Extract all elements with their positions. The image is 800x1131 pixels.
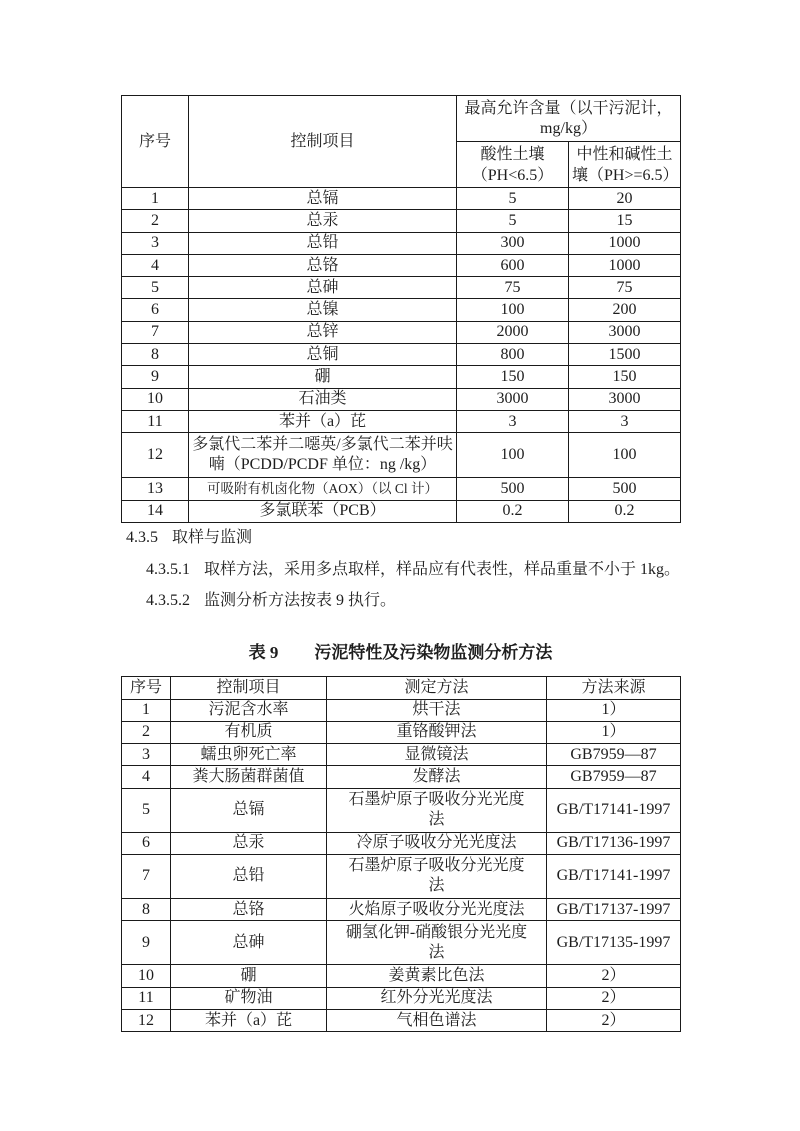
cell-acid: 3 <box>457 410 569 432</box>
cell-source: GB/T17141-1997 <box>547 854 681 898</box>
cell-method: 火焰原子吸收分光光度法 <box>327 898 547 920</box>
cell-neutral: 500 <box>569 478 681 500</box>
table8-body <box>122 188 681 523</box>
table-row <box>122 410 681 432</box>
cell-item: 总铬 <box>171 898 327 920</box>
table-row <box>122 254 681 276</box>
cell-item: 矿物油 <box>171 987 327 1009</box>
cell-method: 姜黄素比色法 <box>327 965 547 987</box>
table-row <box>122 921 681 965</box>
table-row <box>122 699 681 721</box>
cell-no: 5 <box>122 277 189 299</box>
cell-method <box>327 788 547 832</box>
table8-col-max-allow: 最高允许含量（以干污泥计，mg/kg） <box>457 96 681 142</box>
cell-source: 2） <box>547 965 681 987</box>
cell-neutral: 150 <box>569 366 681 388</box>
cell-neutral: 100 <box>569 433 681 478</box>
cell-method: 显微镜法 <box>327 744 547 766</box>
cell-acid: 2000 <box>457 321 569 343</box>
cell-item: 污泥含水率 <box>171 699 327 721</box>
table-row <box>122 1009 681 1031</box>
cell-no: 11 <box>122 987 171 1009</box>
cell-source: 2） <box>547 1009 681 1031</box>
table8-header-row-1 <box>122 96 681 142</box>
table-8-pollutant-limits <box>121 95 681 523</box>
cell-source: 2） <box>547 987 681 1009</box>
table-row <box>122 232 681 254</box>
cell-method-text: 石墨炉原子吸收分光光度法 <box>348 857 525 895</box>
cell-item: 蠕虫卵死亡率 <box>171 744 327 766</box>
cell-acid: 500 <box>457 478 569 500</box>
cell-no: 4 <box>122 766 171 788</box>
cell-no: 7 <box>122 321 189 343</box>
table-row <box>122 188 681 210</box>
paragraph-4-3-5-1 <box>146 561 680 579</box>
cell-item: 总铅 <box>171 854 327 898</box>
cell-item: 苯并（a）芘 <box>189 410 457 432</box>
cell-item: 总砷 <box>189 277 457 299</box>
table-9-label: 表 9 <box>248 643 279 662</box>
cell-item: 硼 <box>189 366 457 388</box>
cell-item: 总汞 <box>189 210 457 232</box>
cell-item: 硼 <box>171 965 327 987</box>
table-row <box>122 744 681 766</box>
cell-acid: 75 <box>457 277 569 299</box>
table9-body <box>122 699 681 1032</box>
cell-item: 苯并（a）芘 <box>171 1009 327 1031</box>
cell-no: 2 <box>122 210 189 232</box>
paragraph-4-3-5-2 <box>146 592 396 610</box>
cell-item: 可吸附有机卤化物（AOX）（以 Cl 计） <box>189 478 457 500</box>
table9-col-method: 测定方法 <box>327 677 547 700</box>
cell-source: GB/T17136-1997 <box>547 832 681 854</box>
cell-item: 总锌 <box>189 321 457 343</box>
cell-neutral: 1000 <box>569 254 681 276</box>
table9-header-row <box>122 677 681 700</box>
cell-no: 6 <box>122 832 171 854</box>
paragraph-text: 取样方法，采用多点取样，样品应有代表性，样品重量不小于 1kg。 <box>204 561 681 578</box>
cell-no: 10 <box>122 388 189 410</box>
cell-no: 3 <box>122 232 189 254</box>
cell-neutral: 0.2 <box>569 500 681 522</box>
cell-item: 总铅 <box>189 232 457 254</box>
cell-method: 重铬酸钾法 <box>327 721 547 743</box>
cell-no: 12 <box>122 433 189 478</box>
section-title: 取样与监测 <box>172 529 253 546</box>
table-row <box>122 854 681 898</box>
cell-acid: 100 <box>457 433 569 478</box>
table-row <box>122 210 681 232</box>
cell-no: 12 <box>122 1009 171 1031</box>
table9-col-source: 方法来源 <box>547 677 681 700</box>
table-row <box>122 500 681 522</box>
cell-item: 总铬 <box>189 254 457 276</box>
cell-item: 粪大肠菌群菌值 <box>171 766 327 788</box>
table9-col-no: 序号 <box>122 677 171 700</box>
cell-acid: 0.2 <box>457 500 569 522</box>
cell-no: 3 <box>122 744 171 766</box>
cell-source: GB/T17137-1997 <box>547 898 681 920</box>
cell-item: 总铜 <box>189 344 457 366</box>
cell-item: 总镍 <box>189 299 457 321</box>
cell-neutral: 3000 <box>569 388 681 410</box>
cell-no: 5 <box>122 788 171 832</box>
table-row <box>122 832 681 854</box>
cell-no: 7 <box>122 854 171 898</box>
paragraph-text: 监测分析方法按表 9 执行。 <box>204 592 397 609</box>
cell-item: 石油类 <box>189 388 457 410</box>
cell-neutral: 200 <box>569 299 681 321</box>
cell-method-text: 石墨炉原子吸收分光光度法 <box>348 791 525 829</box>
cell-no: 8 <box>122 898 171 920</box>
cell-item: 总镉 <box>171 788 327 832</box>
cell-acid: 3000 <box>457 388 569 410</box>
table-9-caption: 污泥特性及污染物监测分析方法 <box>314 643 553 662</box>
table8-header <box>122 96 681 188</box>
cell-method: 气相色谱法 <box>327 1009 547 1031</box>
cell-neutral: 20 <box>569 188 681 210</box>
table-row <box>122 478 681 500</box>
cell-neutral: 3 <box>569 410 681 432</box>
cell-method: 发酵法 <box>327 766 547 788</box>
cell-no: 1 <box>122 699 171 721</box>
cell-neutral: 75 <box>569 277 681 299</box>
cell-no: 14 <box>122 500 189 522</box>
cell-acid: 5 <box>457 210 569 232</box>
cell-method: 红外分光光度法 <box>327 987 547 1009</box>
cell-source: GB/T17141-1997 <box>547 788 681 832</box>
table9-col-item: 控制项目 <box>171 677 327 700</box>
cell-item: 多氯联苯（PCB） <box>189 500 457 522</box>
cell-no: 9 <box>122 366 189 388</box>
table8-col-acid-soil: 酸性土壤（PH<6.5） <box>457 142 569 188</box>
table-row <box>122 299 681 321</box>
cell-no: 1 <box>122 188 189 210</box>
cell-method-text: 硼氢化钾-硝酸银分光光度法 <box>345 923 528 961</box>
table-row <box>122 366 681 388</box>
table-9-monitoring-methods <box>121 676 681 1032</box>
section-number: 4.3.5.2 <box>146 592 190 609</box>
section-heading-4-3-5 <box>126 529 252 547</box>
table-row <box>122 321 681 343</box>
table-row <box>122 766 681 788</box>
section-number: 4.3.5.1 <box>146 561 190 578</box>
cell-acid: 150 <box>457 366 569 388</box>
cell-source: 1） <box>547 699 681 721</box>
cell-no: 2 <box>122 721 171 743</box>
cell-method: 烘干法 <box>327 699 547 721</box>
cell-no: 9 <box>122 921 171 965</box>
cell-acid: 600 <box>457 254 569 276</box>
table-row <box>122 898 681 920</box>
cell-item: 总砷 <box>171 921 327 965</box>
table-row <box>122 987 681 1009</box>
cell-method <box>327 854 547 898</box>
cell-source: GB/T17135-1997 <box>547 921 681 965</box>
cell-item: 有机质 <box>171 721 327 743</box>
cell-source: 1） <box>547 721 681 743</box>
cell-no: 10 <box>122 965 171 987</box>
cell-source: GB7959—87 <box>547 766 681 788</box>
cell-no: 11 <box>122 410 189 432</box>
table-row <box>122 721 681 743</box>
cell-neutral: 3000 <box>569 321 681 343</box>
cell-method: 冷原子吸收分光光度法 <box>327 832 547 854</box>
cell-acid: 5 <box>457 188 569 210</box>
section-number: 4.3.5 <box>126 529 158 546</box>
cell-neutral: 1500 <box>569 344 681 366</box>
cell-acid: 100 <box>457 299 569 321</box>
table-row <box>122 277 681 299</box>
table-row <box>122 433 681 478</box>
table8-col-item: 控制项目 <box>189 96 457 188</box>
cell-acid: 300 <box>457 232 569 254</box>
table9-header <box>122 677 681 700</box>
table-9-title <box>121 638 680 663</box>
cell-no: 13 <box>122 478 189 500</box>
table8-col-no: 序号 <box>122 96 189 188</box>
cell-item: 多氯代二苯并二噁英/多氯代二苯并呋喃（PCDD/PCDF 单位：ng /kg） <box>189 433 457 478</box>
cell-item: 总汞 <box>171 832 327 854</box>
table-row <box>122 788 681 832</box>
table-row <box>122 388 681 410</box>
table-row <box>122 965 681 987</box>
cell-no: 6 <box>122 299 189 321</box>
table8-col-neutral-soil: 中性和碱性土壤（PH>=6.5） <box>569 142 681 188</box>
cell-no: 8 <box>122 344 189 366</box>
cell-no: 4 <box>122 254 189 276</box>
cell-acid: 800 <box>457 344 569 366</box>
cell-neutral: 15 <box>569 210 681 232</box>
cell-method <box>327 921 547 965</box>
cell-item: 总镉 <box>189 188 457 210</box>
cell-neutral: 1000 <box>569 232 681 254</box>
table-row <box>122 344 681 366</box>
cell-source: GB7959—87 <box>547 744 681 766</box>
